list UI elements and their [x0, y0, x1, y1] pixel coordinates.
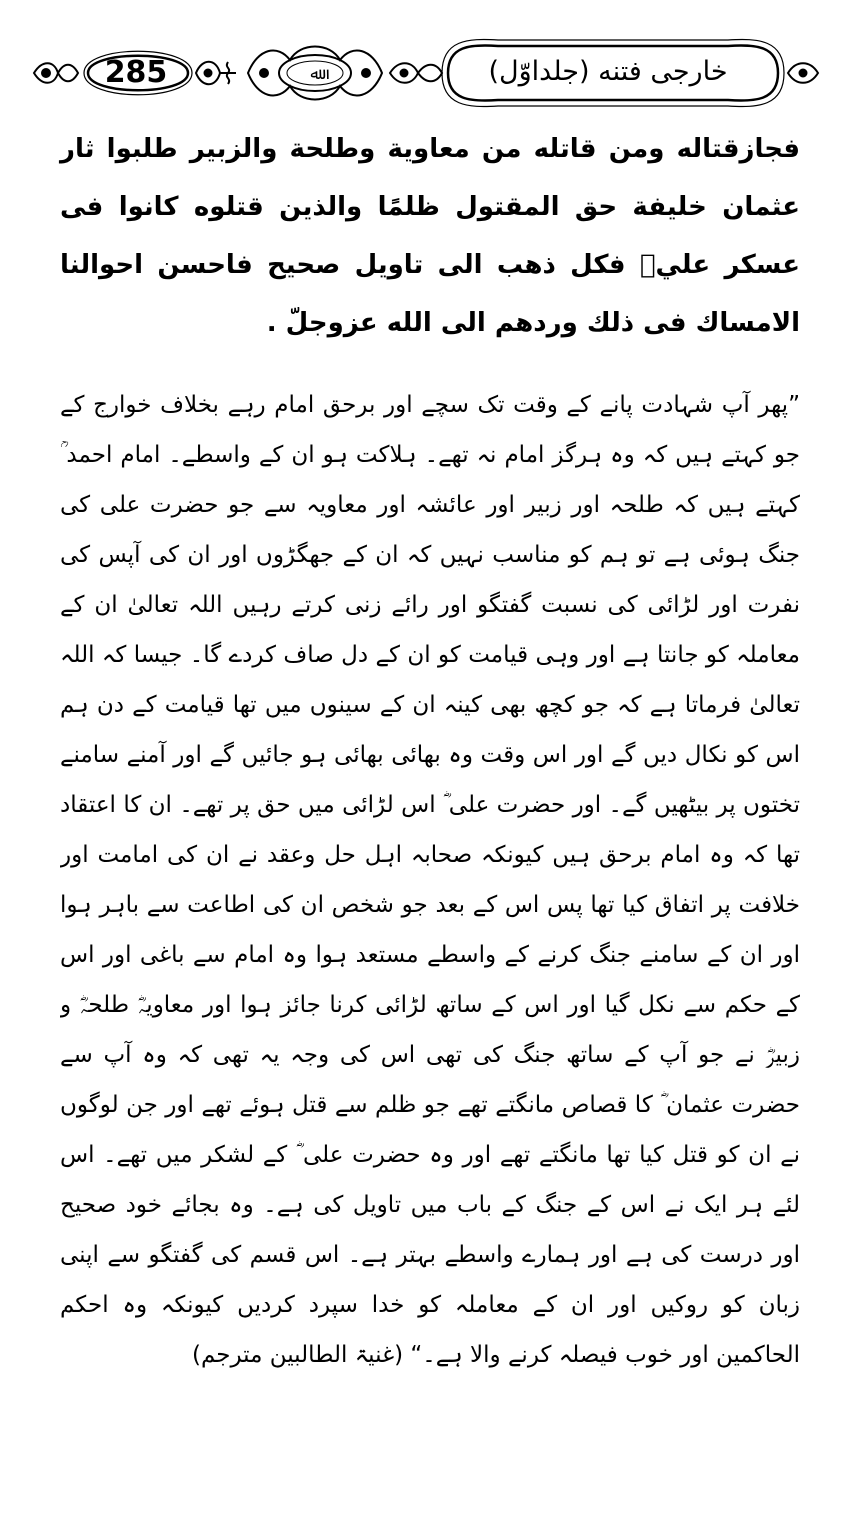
middle-left-flourish-ornament: [196, 62, 236, 85]
page-number: 285: [104, 55, 168, 90]
page-header: [28, 32, 828, 114]
book-title: خارجی فتنه (جلداوّل): [488, 56, 728, 87]
left-flourish-ornament: [34, 63, 78, 83]
arabic-quote: فجازقتاله ومن قاتله من معاوية وطلحة والزبير طلبوا ثار عثمان خليفة حق المقتول ظلمًا والذين قتلوه كانوا فى عسكر عليؓ فكل ذهب الى تاويل صحيح فاحسن احوالنا الامساك فى ذلك وردهم الى الله عزوجلّ .: [60, 134, 800, 338]
middle-right-flourish-ornament: [390, 63, 442, 83]
urdu-paragraph: ”پھر آپ شہادت پانے کے وقت تک سچے اور برحق امام رہے بخلاف خوارج کے جو کہتے ہیں کہ وہ ہرگز امام نہ تھے۔ ہلاکت ہو ان کے واسطے۔ امام احمد ؒ کہتے ہیں کہ طلحہ اور زبیر اور عائشہ اور معاویہ سے جو حضرت علی کی جنگ ہوئی ہے تو ہم کو مناسب نہیں کہ ان کے جھگڑوں اور ان کی آپس کی نفرت اور لڑائی کی نسبت گفتگو اور رائے زنی کرتے رہیں اللہ تعالیٰ ان کے معاملہ کو جانتا ہے اور وہی قیامت کو ان کے دل صاف کردے گا۔ جیسا کہ اللہ تعالیٰ فرماتا ہے کہ جو کچھ بھی کینہ ان کے سینوں میں تھا قیامت کے دن ہم اس کو نکال دیں گے اور اس وقت وہ بھائی بھائی ہو جائیں گے اور آمنے سامنے تختوں پر بیٹھیں گے۔ اور حضرت علی ؓ اس لڑائی میں حق پر تھے۔ ان کا اعتقاد تھا کہ وہ امام برحق ہیں کیونکہ صحابہ اہل حل وعقد نے ان کی امامت اور خلافت پر اتفاق کیا تھا پس اس کے بعد جو شخص ان کی اطاعت سے باہر ہوا اور ان کے سامنے جنگ کرنے کے واسطے مستعد ہوا وہ امام سے باغی اور اس کے حکم سے نکل گیا اور اس کے ساتھ لڑائی کرنا جائز ہوا اور معاویہؓ طلحہؓ و زبیرؓ نے جو آپ کے ساتھ جنگ کی تھی اس کی وجہ یہ تھی کہ وہ آپ سے حضرت عثمان ؓ کا قصاص مانگتے تھے جو ظلم سے قتل ہوئے تھے اور جن لوگوں نے ان کو قتل کیا تھا مانگتے تھے اور وہ حضرت علی ؓ کے لشکر میں تھے۔ اس لئے ہر ایک نے اس کے جنگ کے باب میں تاویل کی ہے۔ وہ بجائے خود صحیح اور درست کی ہے اور ہمارے واسطے بہتر ہے۔ اس قسم کی گفتگو سے اپنی زبان کو روکیں اور ان کے معاملہ کو خدا سپرد کردیں کیونکہ وہ احکم الحاکمین اور خوب فیصلہ کرنے والا ہے۔“ (غنیۃ الطالبین مترجم): [60, 392, 800, 1368]
medallion-inscription: ﷲ: [310, 64, 320, 83]
urdu-translation-body: [60, 380, 800, 1490]
right-flourish-ornament: [788, 63, 818, 83]
